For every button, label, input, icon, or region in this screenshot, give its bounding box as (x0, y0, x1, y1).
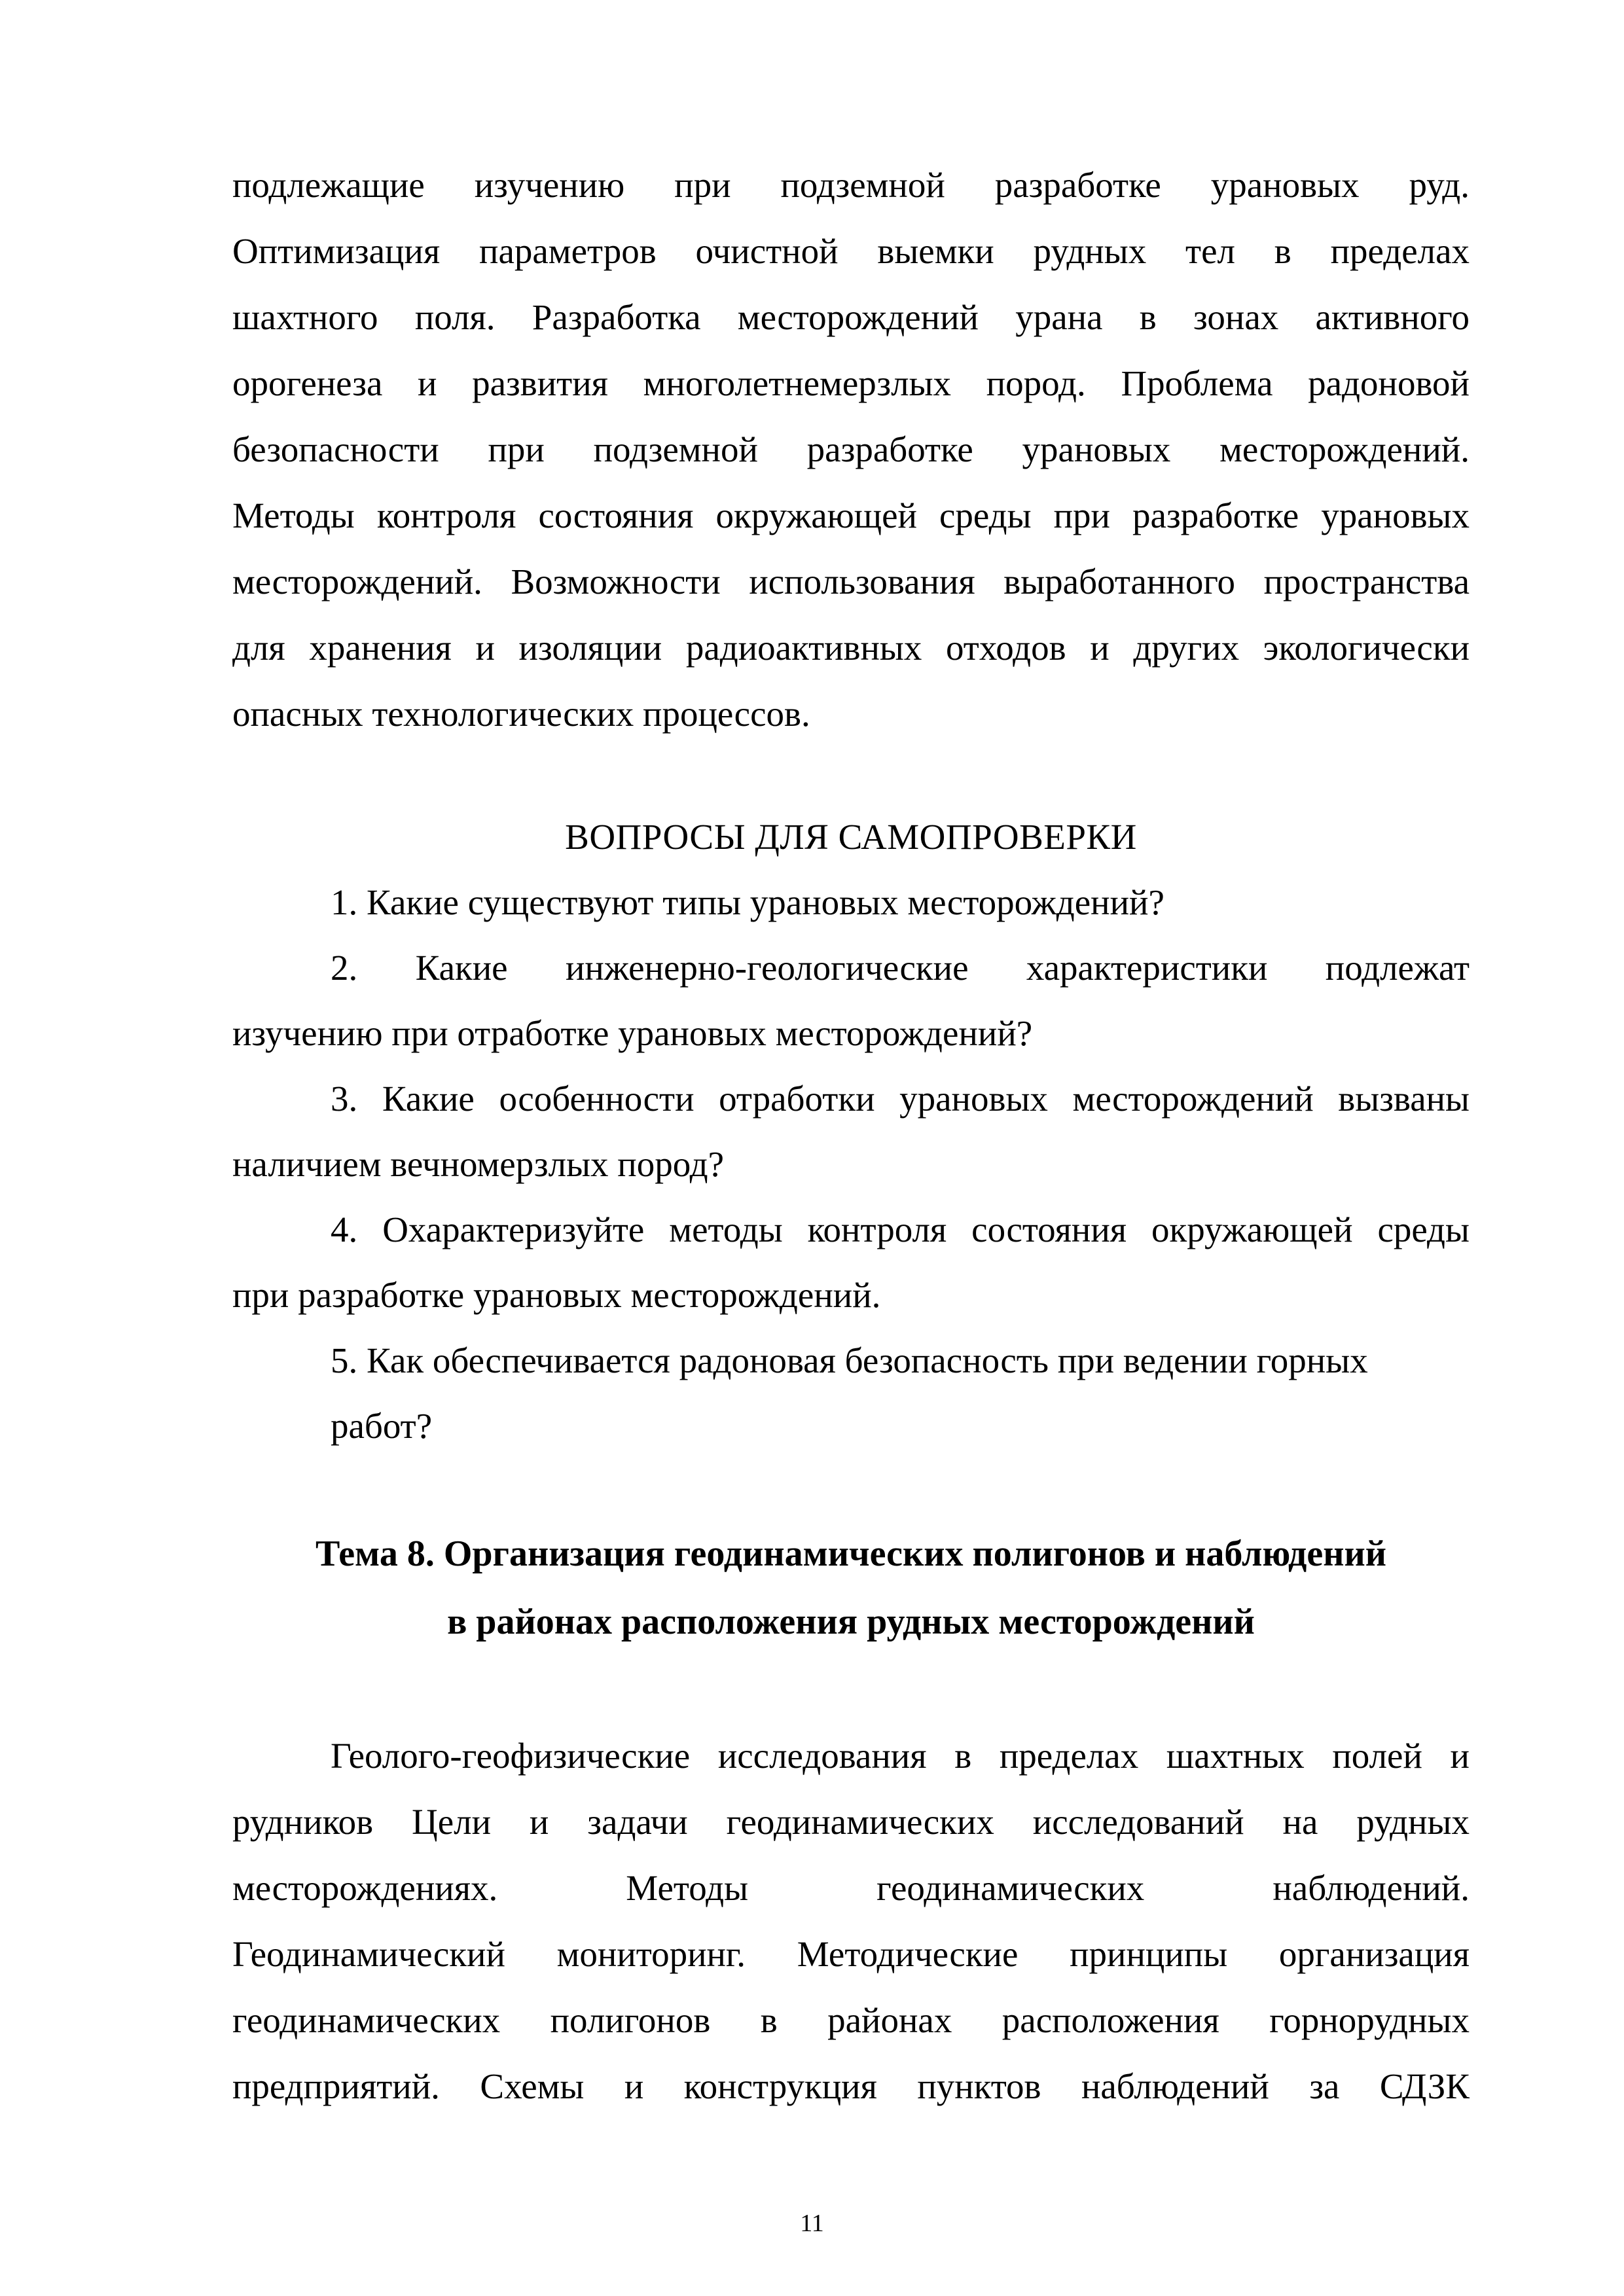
intro-line: безопасности при подземной разработке урановых месторождений. (232, 429, 1470, 469)
intro-line: для хранения и изоляции радиоактивных отходов и других экологически (232, 628, 1470, 668)
intro-line: подлежащие изучению при подземной разработке урановых руд. (232, 165, 1470, 205)
body-line: Геолого-геофизические исследования в пределах шахтных полей и (331, 1736, 1470, 1776)
body-paragraph (232, 1789, 1470, 2119)
intro-line: шахтного поля. Разработка месторождений урана в зонах активного (232, 297, 1470, 337)
question-5: 5. Как обеспечивается радоновая безопасность при ведении горных (331, 1340, 1368, 1380)
question-5-cont: работ? (331, 1406, 433, 1446)
question-4-cont: при разработке урановых месторождений. (232, 1275, 881, 1315)
intro-line: Оптимизация параметров очистной выемки рудных тел в пределах (232, 231, 1470, 271)
question-line: 3. Какие особенности отработки урановых месторождений вызваны (331, 1079, 1470, 1119)
topic-heading-line-2: в районах расположения рудных месторождений (447, 1602, 1255, 1642)
page-number: 11 (800, 2210, 824, 2237)
intro-line: Методы контроля состояния окружающей среды при разработке урановых (232, 495, 1470, 535)
question-line: 2. Какие инженерно-геологические характеристики подлежат (331, 948, 1470, 988)
intro-line: месторождений. Возможности использования выработанного пространства (232, 562, 1470, 601)
question-3 (331, 1066, 1470, 1132)
topic-heading-line-1: Тема 8. Организация геодинамических полигонов и наблюдений (315, 1534, 1387, 1574)
question-1: 1. Какие существуют типы урановых месторождений? (331, 882, 1164, 922)
intro-line: орогенеза и развития многолетнемерзлых пород. Проблема радоновой (232, 363, 1470, 403)
body-line: Геодинамический мониторинг. Методические принципы организация (232, 1934, 1470, 1974)
question-2-cont: изучению при отработке урановых месторождений? (232, 1013, 1033, 1053)
body-line: геодинамических полигонов в районах расположения горнорудных (232, 2000, 1470, 2040)
intro-paragraph (232, 152, 1470, 747)
body-line: предприятий. Схемы и конструкция пунктов наблюдений за СДЗК (232, 2066, 1470, 2106)
questions-heading: ВОПРОСЫ ДЛЯ САМОПРОВЕРКИ (565, 817, 1137, 857)
question-2 (331, 935, 1470, 1001)
question-line: 4. Охарактеризуйте методы контроля состояния окружающей среды (331, 1210, 1470, 1249)
question-4 (331, 1196, 1470, 1263)
body-line: рудников Цели и задачи геодинамических исследований на рудных (232, 1802, 1470, 1842)
body-first-line (331, 1723, 1470, 1789)
body-line: месторождениях. Методы геодинамических наблюдений. (232, 1868, 1470, 1908)
question-3-cont: наличием вечномерзлых пород? (232, 1144, 725, 1184)
intro-line: опасных технологических процессов. (232, 694, 810, 734)
